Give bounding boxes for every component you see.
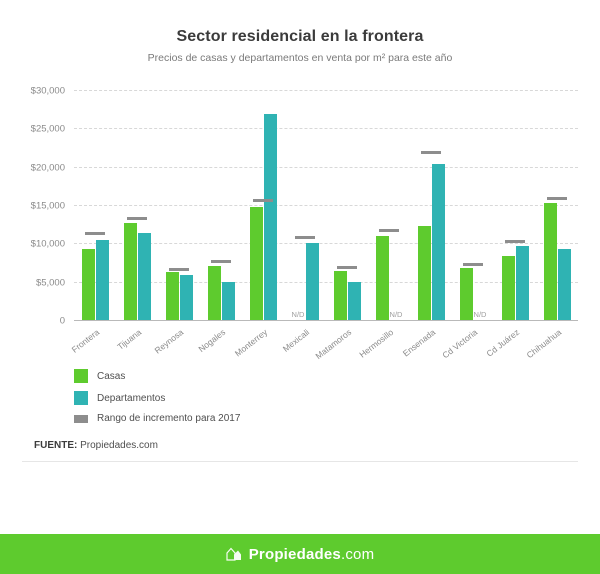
source-text: Propiedades.com [77,440,158,451]
range-marker [169,268,189,271]
plot-area [0,82,600,362]
bar-casas[interactable] [418,226,431,320]
na-label: N/D [473,310,487,319]
x-axis-labels [69,325,578,365]
bar-group[interactable] [494,90,536,320]
legend-swatch-casas [74,369,88,383]
bar-departamentos[interactable] [348,282,361,320]
legend-item-casas [74,369,600,383]
legend-label-rango: Rango de incremento para 2017 [97,413,241,424]
x-axis-label-cell [313,325,368,365]
bar-group[interactable] [536,90,578,320]
bar-casas[interactable] [376,236,389,320]
na-label: N/D [389,310,403,319]
bar-casas[interactable] [166,272,179,320]
x-axis-tick-label: Reynosa [152,327,186,356]
y-axis-tick-label: $5,000 [35,277,65,289]
legend-label-casas: Casas [97,370,126,382]
brand-logo[interactable] [226,546,375,563]
brand-name-main: Propiedades [248,545,341,563]
source-line [34,440,600,451]
x-axis-label-cell [232,325,284,365]
range-marker [463,263,483,266]
bar-departamentos[interactable] [138,233,151,320]
x-axis-tick-label: Nogales [196,327,228,355]
y-axis-tick-label: $25,000 [30,123,65,135]
x-axis-label-cell [69,325,116,365]
bar-departamentos[interactable] [432,164,445,320]
x-axis-label-cell [116,325,158,365]
range-marker [547,197,567,200]
legend-swatch-departamentos [74,391,88,405]
bar-group[interactable] [158,90,200,320]
x-axis-tick-label: Ensenada [400,327,438,359]
range-marker [379,229,399,232]
x-axis-label-cell [152,325,200,365]
bar-departamentos[interactable] [96,240,109,321]
bar-casas[interactable] [334,271,347,320]
bar-departamentos[interactable] [264,114,277,320]
chart-card [0,28,600,534]
x-axis-tick-label: Matamoros [313,327,354,362]
bar-group[interactable] [200,90,242,320]
x-axis-tick-label: Mexicali [280,327,312,354]
x-axis-tick-label: Frontera [69,327,102,355]
bar-casas[interactable] [250,207,263,320]
legend-label-departamentos: Departamentos [97,392,166,404]
y-axis-tick-label: $20,000 [30,162,65,174]
x-axis-label-cell [440,325,494,365]
range-marker [337,266,357,269]
bar-group[interactable] [242,90,284,320]
source-prefix: FUENTE: [34,440,78,451]
range-marker [211,260,231,263]
page-title: Sector residencial en la frontera [176,28,424,45]
bar-casas[interactable] [82,249,95,320]
brand-name-suffix: .com [340,545,375,563]
x-axis-label-cell [196,325,242,365]
bar-group[interactable] [368,90,410,320]
x-axis-tick-label: Monterrey [232,327,270,359]
house-logo-icon [226,547,242,561]
footer-bar [0,534,600,574]
legend-item-rango [74,413,600,424]
range-marker [127,217,147,220]
infographic-page [0,28,600,574]
bar-group[interactable] [116,90,158,320]
x-axis-label-cell [357,325,410,365]
bar-group[interactable] [326,90,368,320]
bar-casas[interactable] [208,266,221,320]
y-axis-tick-label: $30,000 [30,85,65,97]
range-marker [85,232,105,235]
footer-divider [22,461,578,462]
range-marker [295,236,315,239]
range-marker [421,151,441,154]
na-label: N/D [291,310,305,319]
bar-casas[interactable] [460,268,473,320]
bar-group[interactable] [284,90,326,320]
page-subtitle: Precios de casas y departamentos en venta por m² para este año [147,52,453,64]
chart-legend [74,369,600,424]
x-axis-label-cell [524,325,578,365]
bar-casas[interactable] [502,256,515,320]
bar-departamentos[interactable] [180,275,193,320]
brand-name [249,546,375,563]
bar-casas[interactable] [124,223,137,320]
legend-item-departamentos [74,391,600,405]
x-axis-tick-label: Hermosillo [357,327,396,360]
bar-departamentos[interactable] [558,249,571,320]
bar-group[interactable] [74,90,116,320]
x-axis-tick-label: Cd Juárez [484,327,522,359]
x-axis-tick-label: Tijuana [115,327,144,352]
legend-swatch-rango [74,415,88,423]
x-axis-tick-label: Cd Victoria [440,327,480,361]
range-marker [505,240,525,243]
bar-departamentos[interactable] [306,243,319,320]
x-axis-tick-label: Chihuahua [524,327,564,361]
bar-departamentos[interactable] [516,246,529,320]
bar-groups [74,90,578,320]
bar-casas[interactable] [544,203,557,320]
y-axis-tick-label: $10,000 [30,238,65,250]
bar-group[interactable] [452,90,494,320]
gridline [59,315,578,327]
y-axis-tick-label: $15,000 [30,200,65,212]
y-axis-tick-label: 0 [59,315,65,327]
plot-inner [30,85,578,327]
bar-departamentos[interactable] [222,282,235,320]
bar-group[interactable] [410,90,452,320]
range-marker [253,199,273,202]
